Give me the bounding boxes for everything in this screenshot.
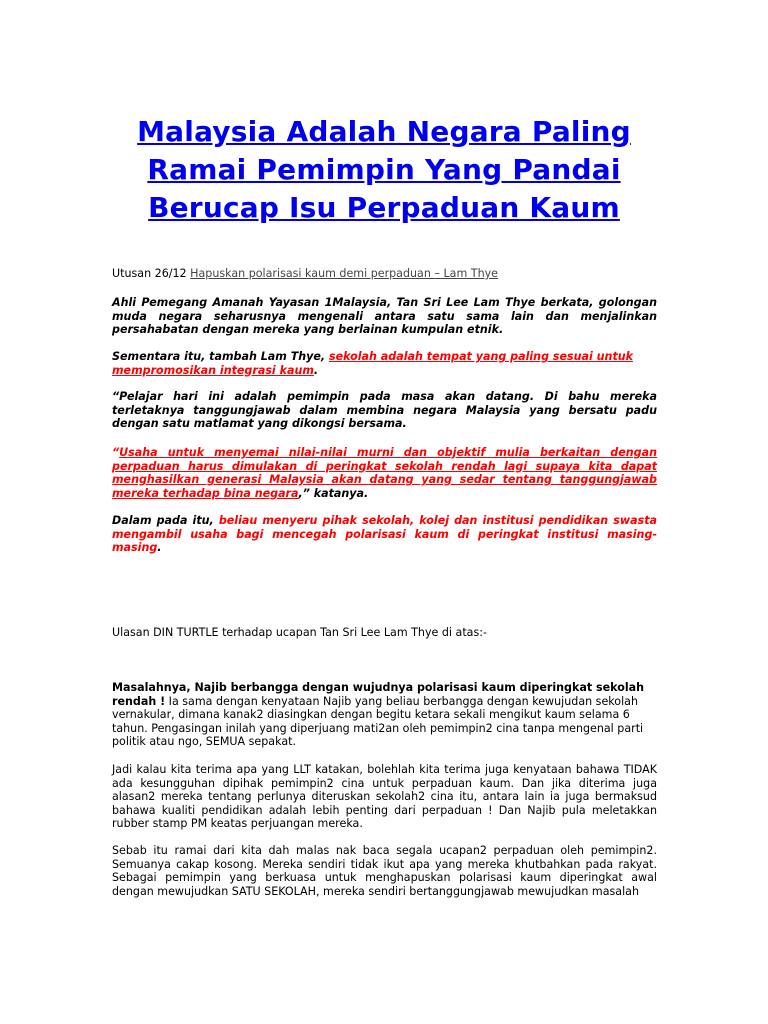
paragraph-4-open: “: [112, 446, 120, 459]
source-prefix: Utusan 26/12: [112, 267, 191, 280]
paragraph-2-tail: .: [313, 363, 319, 377]
paragraph-5-lead: Dalam pada itu,: [112, 514, 219, 527]
paragraph-3: “Pelajar hari ini adalah pemimpin pada masa akan datang. Di bahu mereka terletaknya tanggungjawab dalam membina negara Malaysia yang bersatu padu dengan satu matlamat yang dikongsi bersama.: [112, 390, 657, 430]
paragraph-4-highlight: Usaha untuk menyemai nilai-nilai murni dan objektif mulia berkaitan dengan perpaduan harus dimulakan di peringkat sekolah rendah lagi supaya kita dapat menghasilkan generasi Malaysia akan datang yang sedar tentang tanggungjawab mereka terhadap bina negara: [112, 446, 657, 500]
paragraph-2-lead: Sementara itu, tambah Lam Thye,: [112, 350, 329, 363]
body-paragraph-3: Sebab itu ramai dari kita dah malas nak baca segala ucapan2 perpaduan oleh pemimpin2. Semuanya cakap kosong. Mereka sendiri tidak ikut apa yang mereka khutbahkan pada rakyat. Sebagai pemimpin yang berkuasa untuk menghapuskan polarisasi kaum diperingkat awal dengan mewujudkan SATU SEKOLAH, mereka sendiri bertanggungjawab mewujudkan masalah: [112, 844, 657, 898]
paragraph-4-tail: ,” katanya.: [298, 486, 369, 500]
paragraph-4: [112, 446, 657, 500]
page-title[interactable]: Malaysia Adalah Negara Paling Ramai Pemimpin Yang Pandai Berucap Isu Perpaduan Kaum: [137, 115, 631, 224]
body-paragraph-2: Jadi kalau kita terima apa yang LLT katakan, bolehlah kita terima juga kenyataan bahawa TIDAK ada kesungguhan dipihak pemimpin2 cina untuk perpaduan kaum. Dan jika diterima juga alasan2 mereka tentang perlunya diteruskan sekolah2 cina itu, antara lain ia juga bermaksud bahawa kualiti pendidikan adalah lebih penting dari perpaduan ! Dan Najib pula meletakkan rubber stamp PM keatas perjuangan mereka.: [112, 763, 657, 830]
body-paragraph-1: [112, 681, 657, 749]
paragraph-2-highlight: sekolah adalah tempat yang paling sesuai untuk mempromosikan integrasi kaum: [112, 350, 634, 377]
source-link[interactable]: Hapuskan polarisasi kaum demi perpaduan – Lam Thye: [190, 267, 498, 280]
paragraph-5: [112, 514, 657, 555]
body-1-rest: Ia sama dengan kenyataan Najib yang beliau berbangga dengan kewujudan sekolah vernakular, dimana kanak2 diasingkan dengan begitu ketara sekali mengikut kaum selama 6 tahun. Pengasingan inilah yang diperjuang mati2an oleh pemimpin2 cina tanpa mengenal parti politik atau ngo, SEMUA sepakat.: [112, 694, 644, 748]
body-1-bold: Masalahnya, Najib berbangga dengan wujudnya polarisasi kaum diperingkat sekolah rendah !: [112, 681, 645, 708]
paragraph-2: [112, 350, 657, 377]
ulasan-line: Ulasan DIN TURTLE terhadap ucapan Tan Sri Lee Lam Thye di atas:-: [112, 626, 487, 639]
paragraph-5-highlight: beliau menyeru pihak sekolah, kolej dan institusi pendidikan swasta mengambil usaha bagi mencegah polarisasi kaum di peringkat institusi masing-masing: [112, 514, 657, 554]
paragraph-1: Ahli Pemegang Amanah Yayasan 1Malaysia, Tan Sri Lee Lam Thye berkata, golongan muda negara seharusnya mengenali antara satu sama lain dan menjalinkan persahabatan dengan mereka yang berlainan kumpulan etnik.: [112, 296, 657, 336]
source-line: [112, 267, 657, 281]
paragraph-5-tail: .: [157, 541, 162, 554]
